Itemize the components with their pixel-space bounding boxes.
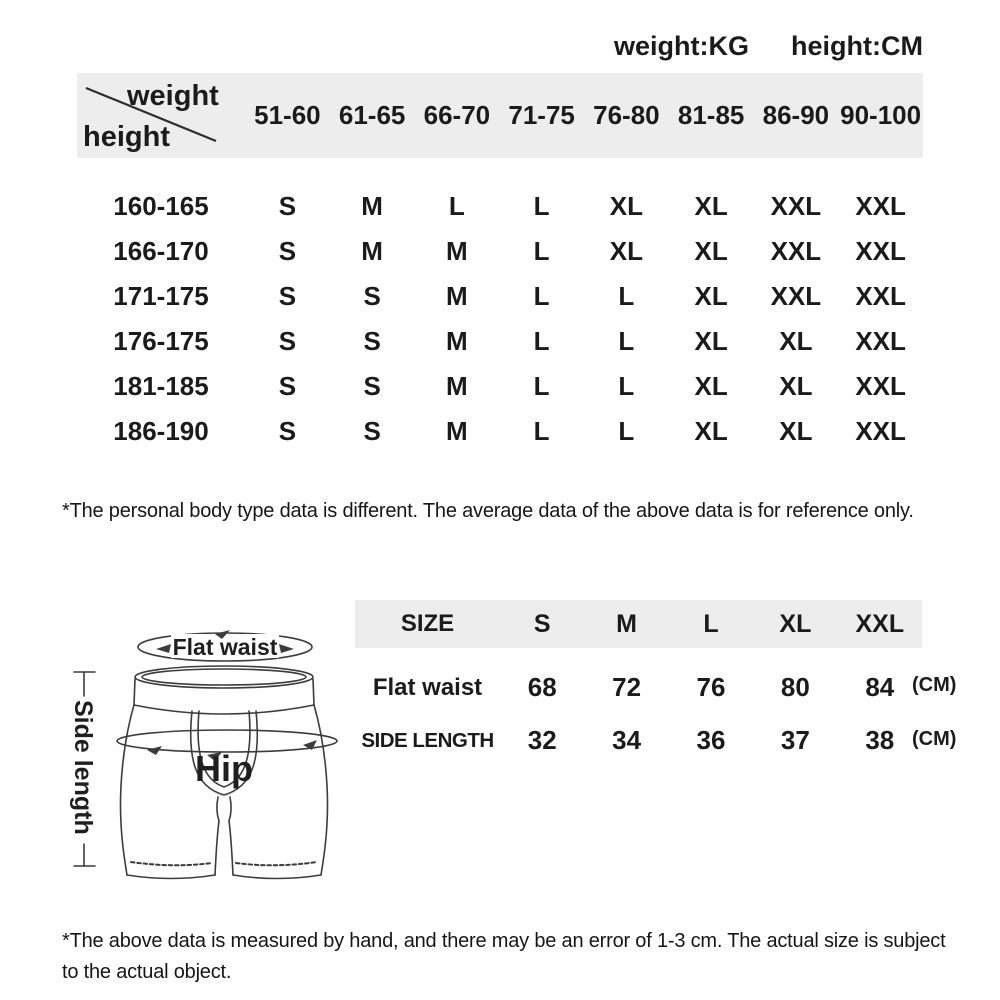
size-cell: XL bbox=[694, 236, 728, 266]
size-cell: S bbox=[363, 326, 381, 356]
size-cell: XXL bbox=[855, 371, 906, 401]
size-cell: M bbox=[446, 326, 468, 356]
size-cell: S bbox=[363, 416, 381, 446]
size-cell: XL bbox=[694, 326, 728, 356]
size-cell: S bbox=[278, 281, 297, 311]
height-unit-label: height:CM bbox=[791, 31, 923, 61]
size-column-header: XXL bbox=[855, 609, 905, 638]
reference-note: *The personal body type data is different. The average data of the above data is for reference only. bbox=[62, 500, 914, 522]
column-header: 61-65 bbox=[338, 100, 406, 130]
corner-cell bbox=[77, 73, 245, 158]
size-cell: XL bbox=[694, 416, 728, 446]
size-cell: L bbox=[533, 191, 550, 221]
measurement-value: 68 bbox=[527, 672, 557, 702]
table-row bbox=[355, 714, 922, 767]
measurement-value: 37 bbox=[780, 725, 810, 755]
table-row bbox=[77, 409, 923, 454]
table-row bbox=[77, 364, 923, 409]
table-row bbox=[77, 319, 923, 364]
corner-height-label: height bbox=[83, 121, 170, 153]
size-cell: L bbox=[618, 281, 635, 311]
unit-label: (CM) bbox=[912, 728, 957, 750]
size-column-header: XL bbox=[779, 609, 812, 638]
hip-label: Hip bbox=[195, 748, 253, 789]
size-header-label: SIZE bbox=[400, 610, 455, 637]
side-length-label: Side length bbox=[69, 700, 97, 835]
size-cell: M bbox=[446, 236, 468, 266]
measurement-value: 76 bbox=[696, 672, 726, 702]
measurement-value: 84 bbox=[865, 672, 895, 702]
size-cell: L bbox=[533, 371, 550, 401]
measurement-table bbox=[355, 600, 922, 767]
size-chart-header bbox=[77, 73, 923, 158]
column-header: 71-75 bbox=[508, 100, 575, 130]
size-cell: XL bbox=[694, 191, 728, 221]
size-cell: S bbox=[278, 326, 297, 356]
size-cell: L bbox=[618, 326, 635, 356]
size-chart-table bbox=[77, 73, 923, 454]
height-row-label: 176-175 bbox=[113, 326, 209, 356]
size-cell: XL bbox=[779, 371, 813, 401]
size-cell: XXL bbox=[855, 326, 906, 356]
measurement-row-label: SIDE LENGTH bbox=[361, 728, 494, 752]
size-cell: XL bbox=[609, 191, 643, 221]
table-row bbox=[355, 661, 922, 714]
size-cell: M bbox=[361, 236, 383, 266]
weight-unit-label: weight:KG bbox=[614, 31, 750, 61]
measurement-value: 34 bbox=[612, 725, 642, 755]
height-row-label: 166-170 bbox=[113, 236, 209, 266]
measurement-value: 80 bbox=[780, 672, 810, 702]
measurement-value: 36 bbox=[696, 725, 726, 755]
size-cell: L bbox=[533, 326, 550, 356]
column-header: 86-90 bbox=[762, 100, 830, 130]
size-cell: S bbox=[278, 236, 297, 266]
size-cell: L bbox=[618, 371, 635, 401]
column-header: 90-100 bbox=[840, 100, 922, 130]
column-header: 81-85 bbox=[677, 100, 745, 130]
size-cell: XL bbox=[779, 326, 813, 356]
size-cell: M bbox=[361, 191, 383, 221]
size-cell: M bbox=[446, 281, 468, 311]
corner-weight-label: weight bbox=[127, 80, 219, 112]
column-header: 76-80 bbox=[593, 100, 660, 130]
size-cell: M bbox=[446, 416, 468, 446]
size-cell: XL bbox=[609, 236, 643, 266]
boxer-shorts-diagram bbox=[55, 578, 355, 900]
size-cell: S bbox=[363, 281, 381, 311]
height-row-label: 171-175 bbox=[113, 281, 209, 311]
size-cell: XXL bbox=[855, 236, 906, 266]
size-cell: L bbox=[618, 416, 635, 446]
size-chart-body bbox=[77, 184, 923, 454]
measurement-value: 38 bbox=[865, 725, 895, 755]
column-header: 66-70 bbox=[423, 100, 491, 130]
table-row bbox=[77, 229, 923, 274]
measurement-row-label: Flat waist bbox=[372, 673, 483, 701]
size-cell: L bbox=[448, 191, 465, 221]
measurement-header bbox=[355, 600, 922, 648]
flat-waist-label: Flat waist bbox=[172, 634, 278, 660]
measurement-value: 32 bbox=[527, 725, 557, 755]
size-cell: L bbox=[533, 236, 550, 266]
size-cell: XL bbox=[694, 371, 728, 401]
size-cell: XXL bbox=[855, 281, 906, 311]
size-column-header: L bbox=[703, 609, 719, 638]
size-cell: XL bbox=[779, 416, 813, 446]
column-header: 51-60 bbox=[254, 100, 321, 130]
size-cell: XXL bbox=[770, 191, 822, 221]
table-row bbox=[77, 184, 923, 229]
measurement-value: 72 bbox=[612, 672, 642, 702]
measurement-note: *The above data is measured by hand, and there may be an error of 1-3 cm. The actual size is subject to the actual object. bbox=[62, 930, 946, 983]
size-cell: L bbox=[533, 416, 550, 446]
unit-label: (CM) bbox=[912, 674, 957, 696]
size-column-header: S bbox=[533, 609, 551, 638]
size-column-header: M bbox=[616, 609, 637, 638]
size-cell: L bbox=[533, 281, 550, 311]
table-row bbox=[77, 274, 923, 319]
size-cell: S bbox=[363, 371, 381, 401]
size-cell: S bbox=[278, 371, 297, 401]
size-cell: XXL bbox=[770, 281, 822, 311]
units-header bbox=[614, 31, 923, 62]
size-cell: M bbox=[446, 371, 468, 401]
height-row-label: 160-165 bbox=[113, 191, 209, 221]
size-cell: XXL bbox=[855, 416, 906, 446]
size-cell: S bbox=[278, 191, 297, 221]
height-row-label: 186-190 bbox=[113, 416, 209, 446]
size-cell: S bbox=[278, 416, 297, 446]
size-cell: XL bbox=[694, 281, 728, 311]
size-cell: XXL bbox=[770, 236, 822, 266]
size-cell: XXL bbox=[855, 191, 906, 221]
height-row-label: 181-185 bbox=[113, 371, 209, 401]
